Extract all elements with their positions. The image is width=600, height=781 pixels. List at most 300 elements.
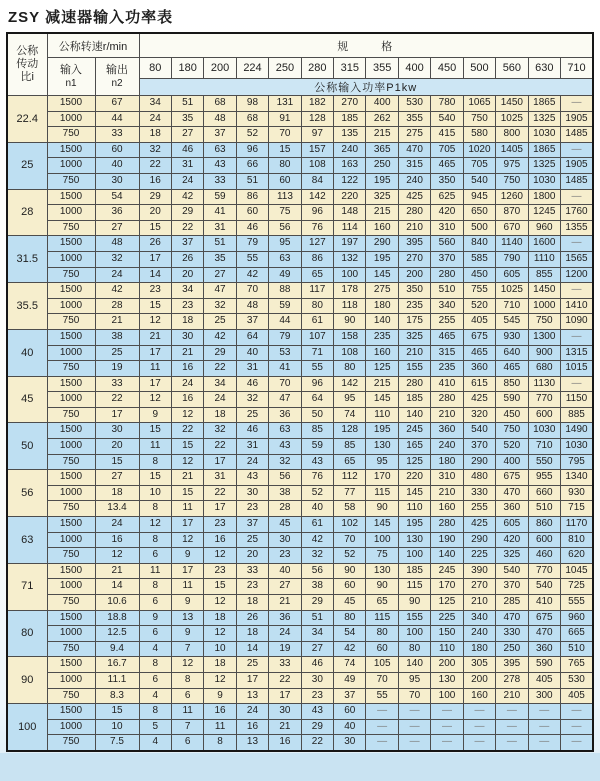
power-cell: 125 [398,454,430,470]
power-cell: — [561,704,594,720]
ratio-cell: 25 [7,142,47,189]
power-cell: 63 [269,251,301,267]
power-cell: 1020 [463,142,495,158]
power-cell: 145 [366,517,398,533]
power-cell: 235 [398,298,430,314]
power-cell: 23 [301,688,333,704]
n2-cell: 32 [95,251,139,267]
table-row [7,423,593,439]
power-cell: 24 [236,704,268,720]
n1-cell: 1000 [47,672,95,688]
power-cell: 35 [204,251,236,267]
table-row [7,688,593,704]
power-cell: 620 [561,548,594,564]
power-cell: 16 [204,704,236,720]
power-cell: — [561,719,594,735]
power-cell: 37 [204,127,236,143]
power-cell: 80 [334,361,366,377]
power-cell: 1090 [561,314,594,330]
power-cell: 24 [139,111,171,127]
n1-cell: 1500 [47,423,95,439]
n2-cell: 13.4 [95,501,139,517]
n1-cell: 1500 [47,189,95,205]
n2-cell: 20 [95,439,139,455]
power-cell: 60 [269,173,301,189]
power-cell: 555 [561,595,594,611]
power-cell: 22 [204,439,236,455]
power-cell: 7 [171,719,203,735]
power-cell: 70 [334,532,366,548]
power-cell: 26 [236,610,268,626]
power-cell: 290 [463,454,495,470]
power-cell: 6 [139,595,171,611]
n2-cell: 10 [95,719,139,735]
power-cell: 17 [139,376,171,392]
power-cell: 27 [171,127,203,143]
n1-cell: 750 [47,595,95,611]
power-cell: 6 [139,548,171,564]
n2-cell: 25 [95,345,139,361]
power-cell: 75 [269,205,301,221]
table-row [7,251,593,267]
power-cell: 600 [528,407,560,423]
table-row [7,532,593,548]
power-cell: 650 [463,205,495,221]
page-title: ZSY 减速器输入功率表 [8,9,174,26]
input-label: 输入 [60,63,82,76]
power-cell: 1325 [528,111,560,127]
power-cell: 6 [139,672,171,688]
table-row [7,345,593,361]
power-cell: 975 [496,158,528,174]
power-cell: 150 [431,626,463,642]
power-cell: 8 [139,501,171,517]
table-row [7,548,593,564]
power-cell: 165 [398,439,430,455]
power-cell: 195 [366,251,398,267]
power-cell: 79 [269,329,301,345]
power-cell: 30 [236,485,268,501]
size-header-180: 180 [171,58,203,79]
power-cell: 100 [398,626,430,642]
power-cell: 235 [366,329,398,345]
power-cell: 113 [269,189,301,205]
power-cell: 305 [463,657,495,673]
power-cell: 465 [431,158,463,174]
n2-cell: 30 [95,173,139,189]
power-cell: 930 [561,485,594,501]
power-cell: 63 [204,142,236,158]
power-cell: 195 [366,423,398,439]
power-cell: 955 [528,470,560,486]
power-cell: 31 [204,470,236,486]
n2-cell: 33 [95,376,139,392]
power-cell: 670 [496,220,528,236]
power-cell: 122 [334,173,366,189]
power-cell: — [561,735,594,751]
power-cell: 765 [561,657,594,673]
power-cell: 185 [334,111,366,127]
power-cell: 300 [528,688,560,704]
power-cell: 770 [528,563,560,579]
power-cell: 1030 [528,127,560,143]
n1-cell: 1500 [47,96,95,112]
power-cell: 132 [334,251,366,267]
power-cell: 33 [269,657,301,673]
power-cell: 540 [528,579,560,595]
power-cell: 370 [431,251,463,267]
power-cell: 130 [366,563,398,579]
power-cell: 13 [236,735,268,751]
power-cell: 400 [496,454,528,470]
power-cell: — [528,704,560,720]
power-cell: 725 [561,579,594,595]
power-cell: 47 [204,283,236,299]
power-cell: 41 [269,361,301,377]
power-cell: 145 [398,485,430,501]
power-cell: 66 [236,158,268,174]
power-cell: — [431,735,463,751]
n1-cell: 750 [47,548,95,564]
power-cell: 540 [431,111,463,127]
n1-cell: 1000 [47,532,95,548]
power-cell: 210 [463,595,495,611]
power-cell: 127 [301,236,333,252]
power-cell: 180 [431,454,463,470]
table-row [7,735,593,751]
power-cell: 16 [236,719,268,735]
power-cell: 210 [398,220,430,236]
power-cell: 315 [431,345,463,361]
power-cell: 1485 [561,127,594,143]
power-cell: 17 [204,501,236,517]
power-cell: 190 [431,532,463,548]
power-cell: 30 [269,704,301,720]
power-cell: 90 [398,595,430,611]
power-cell: — [561,376,594,392]
power-cell: 945 [463,189,495,205]
power-cell: 1565 [561,251,594,267]
power-cell: 182 [301,96,333,112]
power-cell: 17 [139,345,171,361]
n1-cell: 1000 [47,485,95,501]
n1-cell: 1000 [47,439,95,455]
power-cell: 37 [236,517,268,533]
power-cell: 24 [171,173,203,189]
power-cell: 42 [171,189,203,205]
power-cell: 780 [431,96,463,112]
table-row [7,205,593,221]
spec-header: 规 格 [139,33,593,58]
power-cell: 23 [269,548,301,564]
ratio-cell: 56 [7,470,47,517]
n1-cell: 750 [47,407,95,423]
power-cell: 25 [236,532,268,548]
table-row [7,111,593,127]
power-cell: — [366,704,398,720]
power-cell: 460 [528,548,560,564]
power-cell: 13 [236,688,268,704]
power-cell: — [496,704,528,720]
power-cell: 15 [139,470,171,486]
power-cell: 280 [398,205,430,221]
power-cell: 43 [301,454,333,470]
n2-cell: 33 [95,127,139,143]
size-header-450: 450 [431,58,463,79]
output-label: 输出 [106,63,128,76]
power-cell: 425 [463,517,495,533]
power-cell: 68 [204,96,236,112]
power-cell: — [398,735,430,751]
power-cell: 6 [139,626,171,642]
power-cell: 1025 [496,111,528,127]
ratio-header-line: 比i [20,71,34,83]
power-cell: 360 [431,423,463,439]
power-cell: 540 [463,173,495,189]
power-cell: 24 [236,454,268,470]
power-cell: 360 [463,361,495,377]
power-cell: 45 [334,595,366,611]
n1-cell: 750 [47,361,95,377]
power-cell: 56 [301,563,333,579]
power-cell: 585 [463,251,495,267]
power-cell: 100 [334,267,366,283]
power-cell: 200 [398,267,430,283]
power-cell: 18 [236,595,268,611]
n1-cell: 750 [47,688,95,704]
n2-cell: 44 [95,111,139,127]
ratio-cell: 40 [7,329,47,376]
power-cell: 480 [463,470,495,486]
ratio-cell: 45 [7,376,47,423]
power-cell: 11 [139,361,171,377]
power-cell: — [528,719,560,735]
power-cell: 95 [334,392,366,408]
power-cell: 405 [463,314,495,330]
n1-cell: 750 [47,127,95,143]
power-cell: 795 [561,454,594,470]
power-cell: 1865 [528,96,560,112]
power-cell: 80 [334,610,366,626]
n1-cell: 750 [47,173,95,189]
table-row [7,672,593,688]
n2-cell: 18.8 [95,610,139,626]
output-symbol: n2 [111,77,123,89]
n1-cell: 1500 [47,283,95,299]
power-cell: 75 [366,548,398,564]
n2-cell: 38 [95,329,139,345]
power-cell: 108 [334,345,366,361]
power-cell: 30 [171,329,203,345]
power-cell: 625 [431,189,463,205]
power-cell: 29 [139,189,171,205]
power-cell: 33 [204,173,236,189]
table-row [7,127,593,143]
output-speed-header [95,58,139,96]
n2-cell: 30 [95,423,139,439]
power-cell: 53 [269,345,301,361]
power-cell: 17 [171,517,203,533]
table-row [7,485,593,501]
n2-cell: 17 [95,407,139,423]
n2-cell: 18 [95,485,139,501]
power-cell: 665 [561,626,594,642]
power-cell: 52 [236,127,268,143]
size-header-560: 560 [496,58,528,79]
n1-cell: 1000 [47,579,95,595]
n1-cell: 1000 [47,626,95,642]
power-cell: 1025 [496,283,528,299]
power-cell: 750 [496,173,528,189]
power-cell: 21 [269,595,301,611]
n1-cell: 1500 [47,470,95,486]
n2-cell: 22 [95,392,139,408]
power-cell: 36 [269,407,301,423]
n1-cell: 750 [47,641,95,657]
table-row [7,610,593,626]
power-cell: 1405 [496,142,528,158]
power-cell: 175 [398,314,430,330]
power-cell: 27 [204,267,236,283]
power-cell: 24 [269,626,301,642]
power-cell: 86 [236,189,268,205]
power-cell: 310 [431,220,463,236]
power-cell: 1450 [496,96,528,112]
power-cell: 12 [204,672,236,688]
power-cell: 95 [269,236,301,252]
power-cell: 1030 [561,439,594,455]
power-cell: 1355 [561,220,594,236]
power-cell: 51 [204,236,236,252]
power-cell: 320 [463,407,495,423]
power-cell: 25 [236,407,268,423]
power-cell: 21 [139,329,171,345]
power-cell: 10 [139,485,171,501]
power-cell: 395 [496,657,528,673]
power-cell: 1340 [561,470,594,486]
power-cell: 100 [398,548,430,564]
sizes-row [7,58,593,79]
power-cell: 1110 [528,251,560,267]
power-cell: 500 [463,220,495,236]
power-cell: 23 [139,283,171,299]
power-cell: 250 [366,158,398,174]
power-cell: 15 [171,439,203,455]
table-row [7,626,593,642]
table-row [7,454,593,470]
power-cell: 270 [334,96,366,112]
table-row [7,470,593,486]
table-row [7,563,593,579]
power-cell: 675 [528,610,560,626]
power-cell: 65 [334,454,366,470]
power-cell: 510 [528,501,560,517]
n2-cell: 24 [95,267,139,283]
power-cell: 20 [139,205,171,221]
power-cell: 530 [561,672,594,688]
power-cell: 15 [204,579,236,595]
power-cell: 1150 [561,392,594,408]
power-cell: 54 [334,626,366,642]
power-cell: 255 [463,501,495,517]
power-cell: 12 [139,392,171,408]
power-cell: 77 [334,485,366,501]
power-cell: 17 [204,454,236,470]
table-row [7,704,593,720]
table-row [7,595,593,611]
power-cell: 30 [334,735,366,751]
power-cell: 210 [431,407,463,423]
power-cell: 370 [463,439,495,455]
power-cell: 615 [463,376,495,392]
n2-cell: 36 [95,205,139,221]
power-cell: 1800 [528,189,560,205]
power-cell: 4 [139,688,171,704]
power-cell: 51 [171,96,203,112]
power-cell: 280 [431,517,463,533]
power-cell: 18 [139,127,171,143]
power-cell: 800 [496,127,528,143]
power-cell: 180 [366,298,398,314]
power-cell: 96 [301,205,333,221]
power-cell: 61 [301,314,333,330]
power-cell: 14 [139,267,171,283]
power-cell: 6 [171,688,203,704]
ratio-cell: 90 [7,657,47,704]
power-cell: 71 [301,345,333,361]
power-cell: 35 [171,111,203,127]
n1-cell: 750 [47,501,95,517]
n2-cell: 16.7 [95,657,139,673]
power-cell: 15 [269,142,301,158]
n2-cell: 27 [95,220,139,236]
size-header-355: 355 [366,58,398,79]
power-cell: 470 [528,626,560,642]
n1-cell: 1500 [47,329,95,345]
power-cell: 675 [463,329,495,345]
power-cell: 30 [269,532,301,548]
power-cell: 215 [366,205,398,221]
power-cell: 355 [398,111,430,127]
power-cell: 158 [334,329,366,345]
n2-cell: 14 [95,579,139,595]
power-cell: 850 [496,376,528,392]
power-cell: — [496,719,528,735]
n2-cell: 16 [95,532,139,548]
n1-cell: 1000 [47,298,95,314]
power-cell: 9 [139,610,171,626]
power-cell: 215 [366,376,398,392]
table-row [7,173,593,189]
power-cell: 96 [301,376,333,392]
power-cell: 21 [171,345,203,361]
n2-cell: 7.5 [95,735,139,751]
n1-cell: 1000 [47,111,95,127]
power-cell: 40 [334,719,366,735]
power-cell: 41 [204,205,236,221]
power-cell: 112 [334,470,366,486]
power-table [6,32,594,752]
power-cell: 52 [301,485,333,501]
power-cell: 145 [366,392,398,408]
power-cell: 350 [431,173,463,189]
power-cell: 9 [204,688,236,704]
power-cell: 540 [496,563,528,579]
power-cell: 140 [398,407,430,423]
power-cell: 240 [398,173,430,189]
power-cell: 16 [139,173,171,189]
power-cell: — [366,735,398,751]
